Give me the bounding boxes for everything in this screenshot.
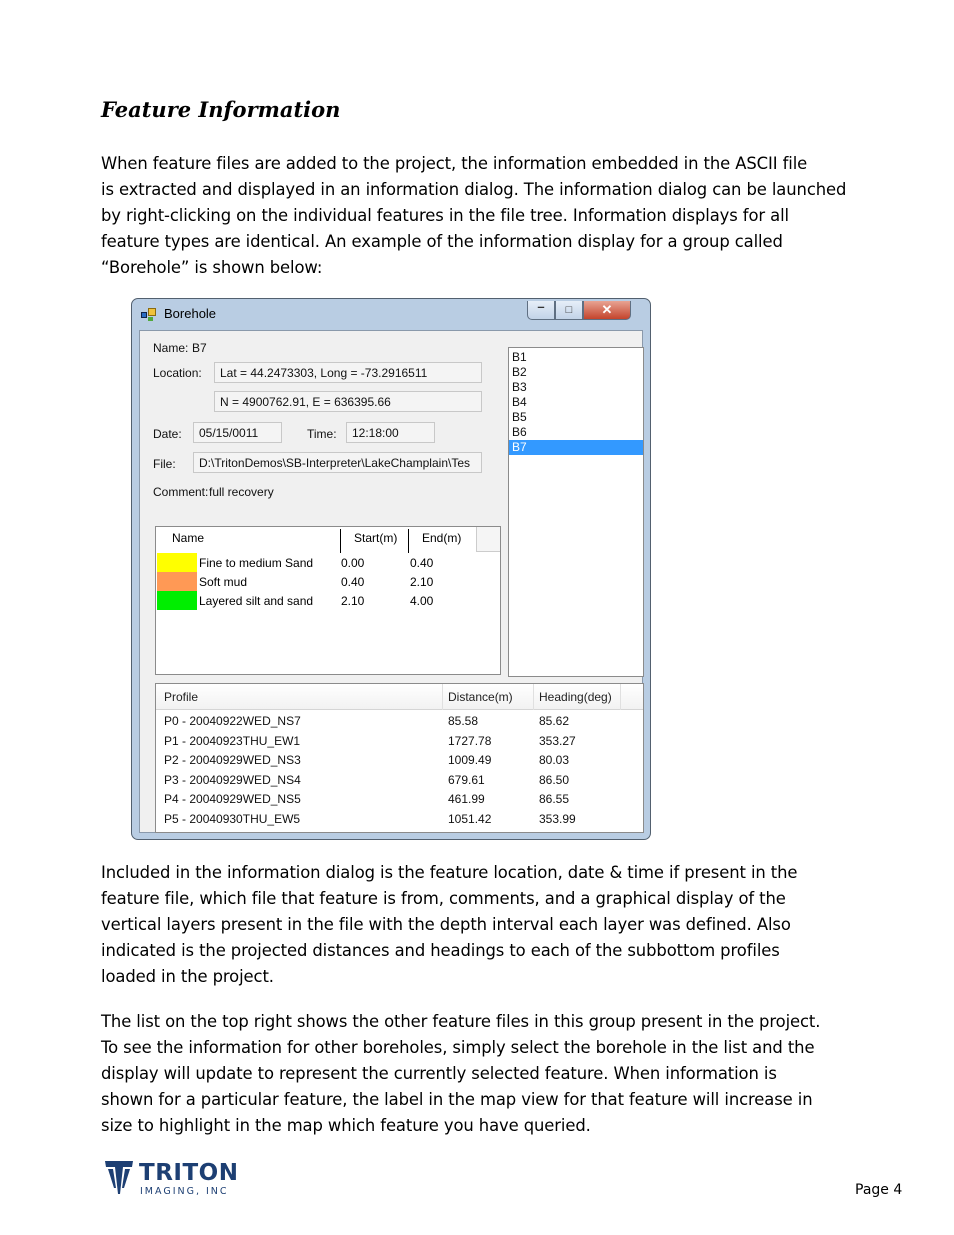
name-value: B7 [192, 341, 207, 355]
minimize-button[interactable] [527, 301, 555, 320]
profile-heading: 80.03 [539, 753, 570, 767]
profile-name: P3 - 20040929WED_NS4 [164, 772, 301, 787]
profile-heading: 353.99 [539, 811, 576, 826]
profile-heading: 85.62 [539, 714, 570, 728]
table-row[interactable] [156, 811, 643, 831]
layers-table [155, 526, 501, 675]
feature-list[interactable] [508, 347, 644, 677]
profile-heading: 86.50 [539, 772, 570, 787]
northing-easting-field[interactable]: N = 4900762.91, E = 636395.66 [214, 391, 482, 412]
text-line: vertical layers present in the file with the depth interval each layer was defined. Also [101, 915, 791, 934]
list-item[interactable]: B3 [512, 380, 527, 394]
column-header-profile[interactable]: Profile [164, 690, 199, 704]
file-label: File: [153, 457, 176, 471]
layer-end: 2.10 [410, 575, 434, 589]
date-field[interactable]: 05/15/0011 [193, 422, 282, 443]
text-line: feature types are identical. An example of the information display for a group called [101, 232, 783, 251]
table-row[interactable] [156, 713, 643, 733]
text-line: feature file, which file that feature is from, comments, and a graphical display of the [101, 889, 786, 908]
borehole-dialog [131, 298, 651, 840]
triton-logo [103, 1158, 239, 1198]
table-row[interactable] [156, 772, 643, 792]
description-paragraph [101, 860, 911, 990]
list-item-selected[interactable]: B7 [509, 440, 643, 455]
minimize-icon: – [537, 299, 545, 314]
profiles-header [156, 684, 643, 710]
profiles-table [155, 683, 644, 833]
text-line: To see the information for other boreholes, simply select the borehole in the list and the [101, 1038, 815, 1057]
column-header-heading[interactable]: Heading(deg) [539, 690, 612, 704]
profile-name: P4 - 20040929WED_NS5 [164, 792, 301, 806]
table-row[interactable] [156, 733, 643, 753]
column-header-end[interactable]: End(m) [422, 531, 462, 545]
section-heading: Feature Information [101, 97, 341, 122]
text-line: “Borehole” is shown below: [101, 258, 323, 277]
list-item[interactable]: B6 [512, 425, 527, 439]
layer-name: Fine to medium Sand [199, 556, 314, 570]
layer-start: 0.40 [341, 575, 365, 589]
layer-end: 4.00 [410, 594, 434, 608]
trident-icon [103, 1158, 135, 1196]
text-line: by right-clicking on the individual features in the file tree. Information displays for all [101, 206, 789, 225]
dialog-client-area [139, 330, 643, 833]
table-row[interactable] [156, 752, 643, 772]
close-icon: ✕ [601, 302, 613, 317]
date-label: Date: [153, 427, 182, 441]
window-title: Borehole [164, 306, 217, 321]
text-line: is extracted and displayed in an information dialog. The information dialog can be launched [101, 180, 847, 199]
list-item[interactable]: B4 [512, 395, 527, 409]
profile-name: P0 - 20040922WED_NS7 [164, 714, 301, 728]
profile-distance: 679.61 [448, 772, 485, 787]
text-line: Included in the information dialog is the feature location, date & time if present in the [101, 863, 798, 882]
list-item[interactable]: B2 [512, 365, 527, 379]
profile-distance: 1051.42 [448, 811, 492, 826]
text-line: The list on the top right shows the other feature files in this group present in the project. [101, 1012, 821, 1031]
latlong-field[interactable]: Lat = 44.2473303, Long = -73.2916511 [214, 362, 482, 383]
text-line: display will update to represent the currently selected feature. When information is [101, 1064, 777, 1083]
profile-name: P2 - 20040929WED_NS3 [164, 753, 301, 767]
list-paragraph [101, 1009, 911, 1139]
intro-paragraph [101, 151, 911, 281]
layer-start: 0.00 [341, 556, 365, 570]
comment-label: Comment: [153, 485, 209, 499]
layer-end: 0.40 [410, 556, 434, 570]
text-line: shown for a particular feature, the label in the map view for that feature will increase in [101, 1090, 813, 1109]
table-row[interactable] [156, 791, 643, 811]
layer-start: 2.10 [341, 594, 365, 608]
layer-color-swatch [157, 572, 197, 591]
time-label: Time: [307, 427, 337, 441]
profile-name: P1 - 20040923THU_EW1 [164, 733, 301, 748]
column-header-start[interactable]: Start(m) [354, 531, 398, 545]
maximize-icon: □ [565, 304, 573, 316]
layer-color-swatch [157, 553, 197, 572]
logo-subtitle: IMAGING, INC [140, 1186, 229, 1197]
list-item[interactable]: B5 [512, 410, 527, 424]
table-row[interactable] [156, 572, 500, 591]
page-number: Page 4 [855, 1182, 903, 1198]
profile-distance: 1009.49 [448, 753, 492, 767]
layer-name: Layered silt and sand [199, 594, 314, 608]
text-line: indicated is the projected distances and headings to each of the subbottom profiles [101, 941, 780, 960]
profile-heading: 353.27 [539, 733, 576, 748]
layer-name: Soft mud [199, 575, 248, 589]
name-label: Name: [153, 341, 189, 355]
layers-header [156, 527, 500, 552]
profile-distance: 461.99 [448, 792, 485, 806]
location-label: Location: [153, 366, 202, 380]
text-line: When feature files are added to the project, the information embedded in the ASCII file [101, 154, 808, 173]
text-line: size to highlight in the map which feature you have queried. [101, 1116, 591, 1135]
profile-name: P5 - 20040930THU_EW5 [164, 811, 301, 826]
close-button[interactable] [583, 301, 631, 320]
time-field[interactable]: 12:18:00 [346, 422, 435, 443]
list-item[interactable]: B1 [512, 350, 527, 364]
table-row[interactable] [156, 591, 500, 610]
comment-value: full recovery [209, 485, 274, 499]
layer-color-swatch [157, 591, 197, 610]
profile-distance: 1727.78 [448, 733, 492, 748]
file-path-field[interactable]: D:\TritonDemos\SB-Interpreter\LakeChamplain\Tes [193, 452, 482, 473]
title-bar[interactable] [132, 299, 650, 329]
profile-distance: 85.58 [448, 714, 479, 728]
app-icon [141, 308, 157, 321]
maximize-button[interactable] [555, 301, 583, 320]
table-row[interactable] [156, 553, 500, 572]
column-header-distance[interactable]: Distance(m) [448, 690, 513, 704]
logo-name: TRITON [139, 1160, 239, 1186]
text-line: loaded in the project. [101, 967, 274, 986]
profile-heading: 86.55 [539, 792, 570, 806]
column-header-name[interactable]: Name [172, 531, 205, 545]
